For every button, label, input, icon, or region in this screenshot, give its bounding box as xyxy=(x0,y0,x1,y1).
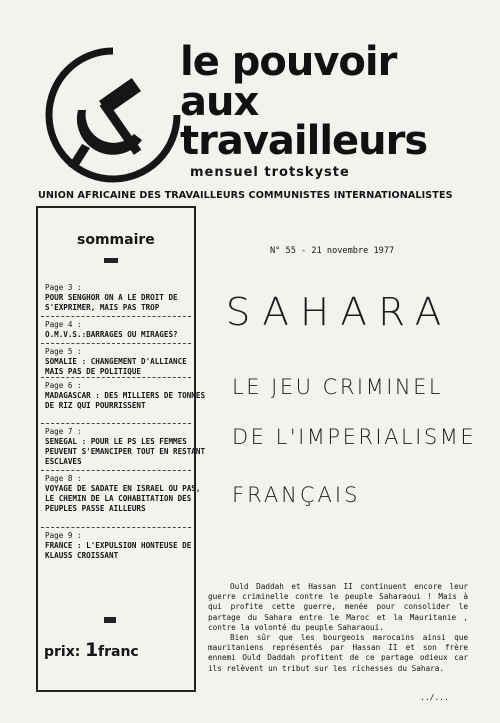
masthead-line1: le pouvoir xyxy=(180,39,397,85)
price-label: prix: xyxy=(44,644,81,660)
toc-title: SOMALIE : CHANGEMENT D'ALLIANCE MAIS PAS DE POLITIQUE xyxy=(45,357,187,376)
toc-separator xyxy=(41,423,191,424)
toc-separator xyxy=(41,470,191,471)
article-paragraph: Bien sûr que les bourgeois marocains ainsi que mauritaniens représentés par Hassan II et son frère ennemi Ould Daddah profitent de ce partage odieux car ils relèvent un tribut sur les richesses du Sahara. xyxy=(208,633,468,673)
toc-separator xyxy=(41,343,191,344)
toc-page: Page 7 : xyxy=(45,427,82,436)
toc-title: MADAGASCAR : DES MILLIERS DE TONNES DE RIZ QUI POURRISSENT xyxy=(45,391,206,410)
article-paragraph: Ould Daddah et Hassan II continuent encore leur guerre criminelle contre le peuple Saharaoui ! Mais à qui profite cette guerre, menée pour consolider le partage du Sahara entre le Maroc et la Mauritanie , contre la volonté du peuple Saharaoui. xyxy=(208,582,468,632)
continued-marker: ../... xyxy=(420,693,449,702)
toc-separator xyxy=(41,377,191,378)
toc-page: Page 6 : xyxy=(45,381,82,390)
toc-item xyxy=(45,531,205,561)
price-number: 1 xyxy=(85,639,99,661)
toc-separator xyxy=(41,316,191,317)
issue-number-date: N° 55 - 21 novembre 1977 xyxy=(270,246,395,256)
toc-page: Page 4 : xyxy=(45,320,82,329)
price-unit: franc xyxy=(98,644,139,660)
toc-item xyxy=(45,381,205,411)
toc-title: O.M.V.S.:BARRAGES OU MIRAGES? xyxy=(45,330,178,339)
organization-name: UNION AFRICAINE DES TRAVAILLEURS COMMUNISTES INTERNATIONALISTES xyxy=(38,190,453,201)
sommaire-title: sommaire xyxy=(77,232,155,248)
toc-page: Page 3 : xyxy=(45,283,82,292)
toc-item xyxy=(45,347,205,377)
headline-line1: LE JEU CRIMINEL xyxy=(232,375,444,399)
sommaire-divider-mark xyxy=(104,258,118,263)
headline-line2: DE L'IMPERIALISME xyxy=(232,425,477,449)
toc-page: Page 9 : xyxy=(45,531,82,540)
article-body xyxy=(208,582,468,674)
toc-title: POUR SENGHOR ON A LE DROIT DE S'EXPRIMER, MAIS PAS TROP xyxy=(45,293,178,312)
headline-line3: FRANÇAIS xyxy=(232,483,361,507)
masthead-line3: travailleurs xyxy=(180,118,428,164)
toc-page: Page 8 : xyxy=(45,474,82,483)
toc-item xyxy=(45,427,205,467)
toc-title: VOYAGE DE SADATE EN ISRAEL OU PAS, LE CHEMIN DE LA COHABITATION DES PEUPLES PASSE AILLEURS xyxy=(45,484,201,513)
toc-page: Page 5 : xyxy=(45,347,82,356)
masthead-tagline: mensuel trotskyste xyxy=(190,165,350,180)
toc-item xyxy=(45,283,205,313)
toc-separator xyxy=(41,527,191,528)
toc-item xyxy=(45,320,205,340)
hammer-sickle-globe-icon xyxy=(38,40,188,190)
toc-item xyxy=(45,474,205,514)
sommaire-end-mark xyxy=(104,617,116,623)
masthead-line2: aux xyxy=(180,79,259,125)
toc-title: SENEGAL : POUR LE PS LES FEMMES PEUVENT S'EMANCIPER TOUT EN RESTANT ESCLAVES xyxy=(45,437,206,466)
headline-title: SAHARA xyxy=(225,290,453,334)
toc-title: FRANCE : L'EXPULSION HONTEUSE DE KLAUSS CROISSANT xyxy=(45,541,192,560)
